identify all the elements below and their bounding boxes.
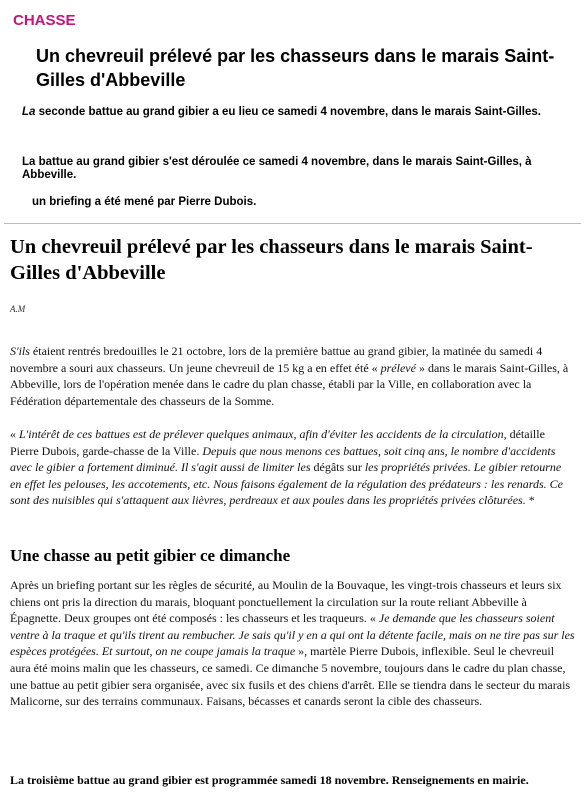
p1-s2: étaient rentrés bredouilles le 21 octobre, lors de la première battue au grand gibier, la matinée du samedi 4 novembre a souri aux chasseurs. Un jeune chevreuil de 15 kg a en effet été «	[10, 344, 543, 375]
lead-summary-2: La battue au grand gibier s'est déroulée ce samedi 4 novembre, dans le marais Saint-Gilles, à Abbeville.	[22, 156, 532, 181]
p2-s1: «	[10, 427, 19, 441]
p3-s3: », martèle Pierre Dubois, inflexible. Seul le chevreuil aura été moins malin que les chasseurs, ce samedi. Ce dimanche 5 novembre, toujours dans le cadre du plan chasse, une battue au petit gibier sera organisée, avec six fusils et des chiens d'arrêt. Elle se tiendra dans le secteur du marais Malicorne, sur des terrains communaux. Faisans, bécasses et canards seront la cible des chasseurs.	[10, 644, 571, 709]
divider	[4, 223, 581, 224]
p1-s4: » dans le marais Saint-Gilles, à Abbeville, lors de l'opération menée dans le cadre du plan chasse, établi par la Ville, en collaboration avec la Fédération départementale des chasseurs de la Somme.	[10, 360, 569, 408]
p2-s2: L'intérêt de ces battues est de prélever quelques animaux, afin d'éviter les accidents de la circulation,	[19, 427, 507, 441]
p2-s5: dégâts sur	[310, 460, 365, 475]
p2-s6: les propriétés privées. Le gibier retourne en effet les pelouses, les accotements, etc. Nous faisons également de la régulation des prédateurs : les renards. Ce sont des nuisibles qui s'attaquent aux lièvres, perdreaux et aux poules dans les propriétés privées clôturées.	[10, 460, 564, 508]
p2-s3: détaille Pierre Dubois, garde-chasse de la Ville.	[10, 427, 545, 458]
author-byline: A.M	[10, 304, 26, 314]
p1-s1: S'ils	[10, 344, 30, 358]
p1-s3: prélevé	[380, 360, 416, 375]
lead-summary-1-text: seconde battue au grand gibier a eu lieu ce samedi 4 novembre, dans le marais Saint-Gilles.	[35, 106, 541, 118]
closing-notice: La troisième battue au grand gibier est programmée samedi 18 novembre. Renseignements en mairie.	[10, 773, 529, 787]
lead-summary-1	[22, 106, 582, 118]
p3-s2: Je demande que les chasseurs soient ventre à la traque et qu'ils tirent au rembucher. Je sais qu'il y en a qui ont la détente facile, mais on ne tire pas sur les espèces protégées. Et surtout, on ne coupe jamais la traque	[10, 611, 575, 659]
paragraph-1	[10, 343, 575, 409]
paragraph-3	[10, 577, 575, 710]
headline: Un chevreuil prélevé par les chasseurs dans le marais Saint-Gilles d'Abbeville	[36, 46, 555, 90]
lead-summary-3: un briefing a été mené par Pierre Dubois.	[32, 196, 257, 208]
p2-s4: Depuis que nous menons ces battues, soit cinq ans, le nombre d'accidents avec le gibier a fortement diminué. Il s'agit aussi de limiter les	[10, 443, 556, 475]
subheading: Une chasse au petit gibier ce dimanche	[10, 546, 291, 565]
p2-s7: *	[525, 493, 535, 508]
lead-summary-1-italic: La	[22, 106, 36, 118]
paragraph-2	[10, 426, 575, 509]
section-label: CHASSE	[13, 12, 76, 29]
p3-s1: Après un briefing portant sur les règles de sécurité, au Moulin de la Bouvaque, les vingt-trois chasseurs et leurs six chiens ont pris la direction du marais, bloquant ponctuellement la circulation sur la route reliant Abbeville à Épagnette. Deux groupes ont été composés : les chasseurs et les traqueurs. «	[10, 578, 562, 626]
article-title: Un chevreuil prélevé par les chasseurs dans le marais Saint-Gilles d'Abbeville	[10, 236, 533, 284]
